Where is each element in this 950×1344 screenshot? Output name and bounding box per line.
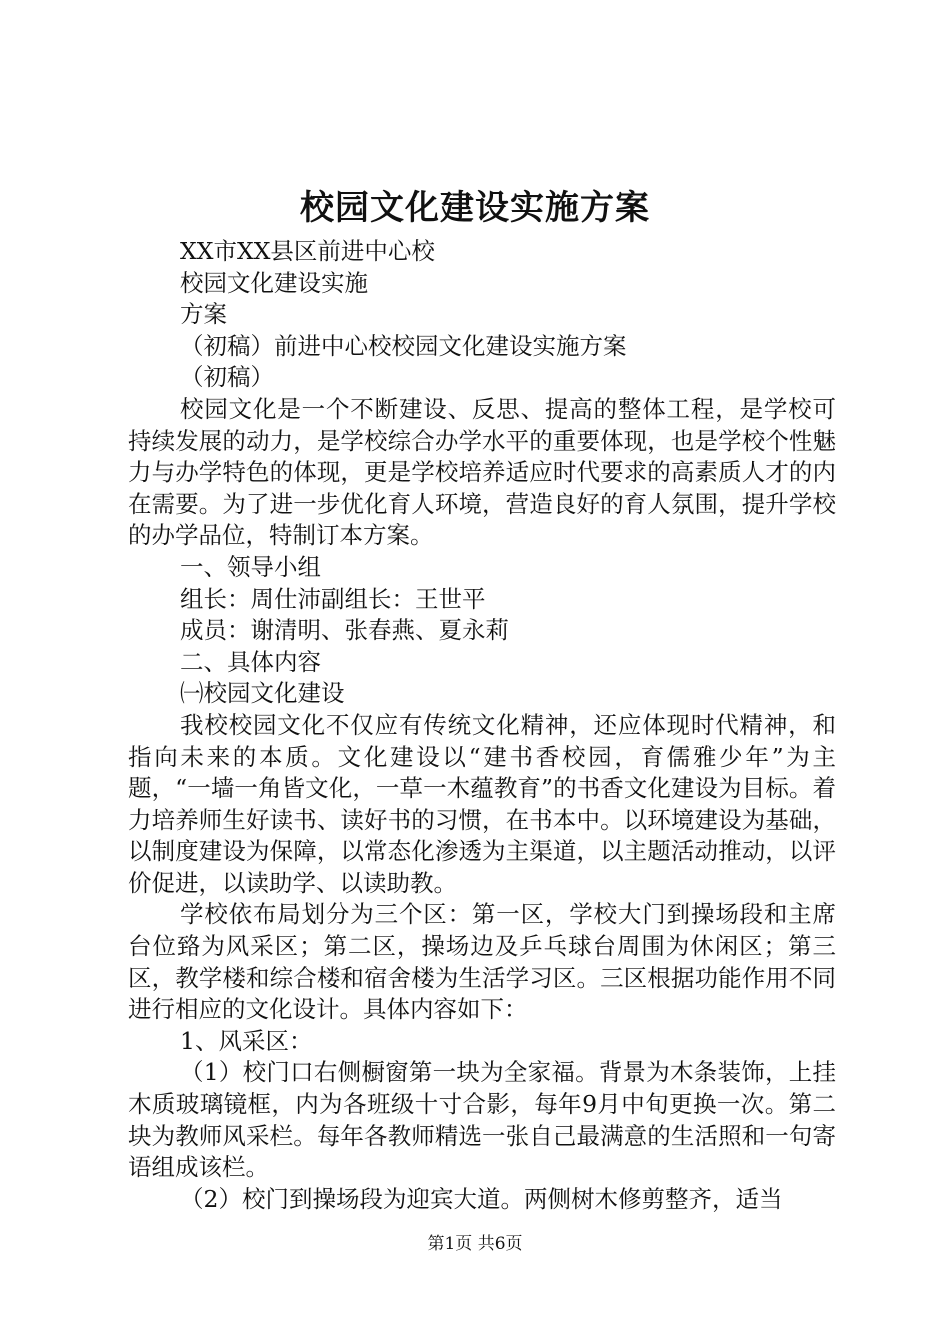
paragraph: 校园文化是一个不断建设、反思、提高的整体工程，是学校可持续发展的动力，是学校综合办学水平的重要体现，也是学校个性魅力与办学特色的体现，更是学校培养适应时代要求的高素质人才的内在需要。为了进一步优化育人环境，营造良好的育人氛围，提升学校的办学品位，特制订本方案。: [128, 394, 836, 550]
page-number-footer: 第1页 共6页: [427, 1234, 523, 1254]
paragraph: 我校校园文化不仅应有传统文化精神，还应体现时代精神，和指向未来的本质。文化建设以“建书香校园，育儒雅少年”为主题，“一墙一角皆文化，一草一木蕴教育”的书香文化建设为目标。着力培养师生好读书、读好书的习惯，在书本中。以环境建设为基础，以制度建设为保障，以常态化渗透为主渠道，以主题活动推动，以评价促进，以读助学、以读助教。: [128, 710, 836, 897]
paragraph: 方案: [180, 300, 227, 329]
subsection-heading: 1、风采区：: [180, 1026, 313, 1055]
document-title: 校园文化建设实施方案: [300, 188, 650, 228]
paragraph: XX市XX县区前进中心校: [180, 237, 435, 265]
paragraph: 校园文化建设实施: [180, 268, 368, 297]
paragraph: 学校依布局划分为三个区：第一区，学校大门到操场段和主席台位臵为风采区；第二区，操场边及乒乓球台周围为休闲区；第三区，教学楼和综合楼和宿舍楼为生活学习区。三区根据功能作用不同进行相应的文化设计。具体内容如下：: [128, 900, 836, 1024]
subsection-heading: ㈠校园文化建设: [180, 679, 345, 708]
paragraph: 组长：周仕沛副组长：王世平: [180, 584, 486, 613]
section-heading: 一、领导小组: [180, 552, 321, 581]
paragraph: （2）校门到操场段为迎宾大道。两侧树木修剪整齐，适当: [180, 1184, 783, 1213]
paragraph: 成员：谢清明、张春燕、夏永莉: [180, 616, 509, 645]
section-heading: 二、具体内容: [180, 647, 321, 676]
paragraph: （初稿）前进中心校校园文化建设实施方案: [180, 331, 627, 360]
document-body: [128, 236, 836, 1215]
paragraph: （初稿）: [180, 363, 274, 392]
paragraph: （1）校门口右侧橱窗第一块为全家福。背景为木条装饰，上挂木质玻璃镜框，内为各班级十寸合影，每年9月中旬更换一次。第二块为教师风采栏。每年各教师精选一张自己最满意的生活照和一句寄语组成该栏。: [128, 1058, 836, 1182]
